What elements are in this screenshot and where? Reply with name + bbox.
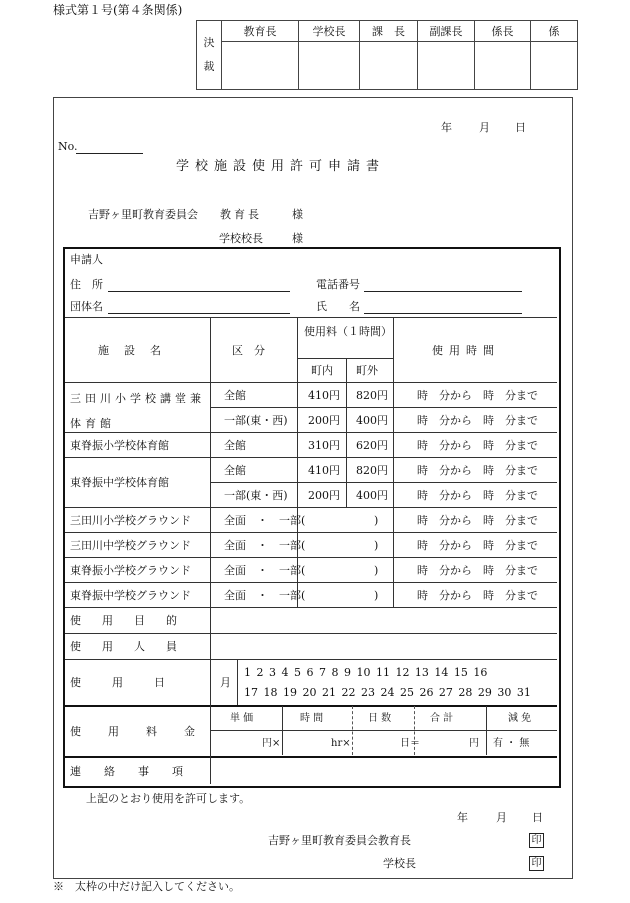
no-label: No.	[58, 140, 78, 153]
group-label: 団体名	[70, 300, 103, 313]
column-line	[346, 358, 347, 507]
permit-issuer-superintendent: 吉野ヶ里町教育委員会教育長	[268, 834, 411, 847]
use-time-slot[interactable]: 時 分から 時 分まで	[417, 589, 538, 602]
ground-division[interactable]: 全面 ・ 一部(	[224, 589, 306, 602]
ground-name: 東脊振中学校グラウンド	[70, 589, 191, 602]
fee-total-header: 合 計	[430, 713, 454, 724]
column-line	[210, 318, 211, 784]
permit-month: 月	[496, 811, 507, 824]
approval-stamp-box[interactable]	[360, 42, 418, 90]
approval-label: 決 裁	[197, 21, 222, 90]
permit-text: 上記のとおり使用を許可します。	[86, 792, 251, 805]
use-time-slot[interactable]: 時 分から 時 分まで	[417, 464, 538, 477]
division-value: 全館	[224, 389, 246, 402]
use-time-slot[interactable]: 時 分から 時 分まで	[417, 439, 538, 452]
seal-stamp-icon: 印	[529, 856, 544, 871]
fee-out-value: 620円	[356, 439, 388, 452]
use-time-slot[interactable]: 時 分から 時 分まで	[417, 389, 538, 402]
row-line	[65, 317, 557, 318]
approval-stamp-box[interactable]	[299, 42, 360, 90]
row-line	[65, 382, 557, 383]
approval-stamp-box[interactable]	[222, 42, 299, 90]
address-field[interactable]	[108, 291, 290, 292]
ground-division-close: )	[374, 589, 379, 602]
fee-hr-times[interactable]: hr×	[331, 738, 351, 749]
applicant-heading: 申請人	[70, 253, 103, 266]
date-year: 年	[441, 121, 452, 134]
facility-name: 三田川小学校講堂兼体育館	[70, 392, 205, 430]
header-fee-out-town: 町外	[356, 364, 378, 377]
seal-stamp-icon: 印	[529, 833, 544, 848]
division-value: 一部(東・西)	[224, 489, 288, 502]
permit-day: 日	[532, 811, 543, 824]
fee-yen-times[interactable]: 円×	[262, 738, 281, 749]
ground-division-close: )	[374, 514, 379, 527]
use-day-label: 使 用 日	[70, 676, 175, 689]
column-line	[282, 706, 283, 755]
group-field[interactable]	[108, 313, 290, 314]
fee-out-value: 400円	[356, 489, 388, 502]
header-fee-in-town: 町内	[311, 364, 333, 377]
fee-out-value: 820円	[356, 464, 388, 477]
fee-exempt-choice[interactable]: 有 ・ 無	[493, 738, 530, 749]
approval-table	[196, 20, 578, 90]
fee-total-yen[interactable]: 円	[469, 738, 479, 749]
name-label: 氏 名	[316, 300, 360, 313]
row-line	[65, 633, 557, 634]
row-line	[65, 457, 557, 458]
header-facility: 施 設 名	[98, 344, 163, 357]
fee-out-value: 820円	[356, 389, 388, 402]
ground-division-close: )	[374, 539, 379, 552]
addressee-sama: 様	[292, 232, 303, 245]
permit-issuer-principal: 学校長	[383, 857, 416, 870]
ground-name: 東脊振小学校グラウンド	[70, 564, 191, 577]
form-number: 様式第１号(第４条関係)	[53, 3, 183, 17]
row-line	[211, 407, 557, 408]
date-day: 日	[515, 121, 526, 134]
approval-stamp-box[interactable]	[418, 42, 475, 90]
people-field[interactable]	[212, 635, 556, 658]
no-field[interactable]	[76, 153, 143, 154]
purpose-label: 使 用 目 的	[70, 614, 182, 627]
fee-exemption-header: 減 免	[508, 713, 532, 724]
phone-field[interactable]	[364, 291, 522, 292]
fee-in-value: 410円	[308, 389, 340, 402]
row-line	[65, 659, 557, 660]
approval-header: 教育長	[222, 21, 299, 42]
use-time-slot[interactable]: 時 分から 時 分まで	[417, 564, 538, 577]
header-division: 区 分	[232, 344, 265, 357]
division-value: 全館	[224, 439, 246, 452]
addressee-org: 吉野ヶ里町教育委員会	[88, 208, 198, 221]
fee-in-value: 410円	[308, 464, 340, 477]
use-time-slot[interactable]: 時 分から 時 分まで	[417, 514, 538, 527]
approval-header: 学校長	[299, 21, 360, 42]
fee-unit-price-header: 単 価	[230, 713, 254, 724]
ground-division-close: )	[374, 564, 379, 577]
use-time-slot[interactable]: 時 分から 時 分まで	[417, 414, 538, 427]
ground-division[interactable]: 全面 ・ 一部(	[224, 539, 306, 552]
division-value: 全館	[224, 464, 246, 477]
row-line	[65, 507, 557, 508]
approval-header: 副課長	[418, 21, 475, 42]
addressee-sama: 様	[292, 208, 303, 221]
column-line	[393, 318, 394, 607]
ground-division[interactable]: 全面 ・ 一部(	[224, 564, 306, 577]
ground-name: 三田川小学校グラウンド	[70, 514, 191, 527]
approval-stamp-box[interactable]	[531, 42, 578, 90]
footer-note: ※ 太枠の中だけ記入してください。	[53, 880, 240, 893]
column-line	[486, 706, 487, 755]
row-line	[65, 607, 557, 608]
use-day-days-2[interactable]: 17 18 19 20 21 22 23 24 25 26 27 28 29 30 31	[244, 686, 531, 699]
use-time-slot[interactable]: 時 分から 時 分まで	[417, 539, 538, 552]
use-day-days-1[interactable]: 1 2 3 4 5 6 7 8 9 10 11 12 13 14 15 16	[244, 666, 488, 679]
phone-label: 電話番号	[316, 278, 360, 291]
date-month: 月	[479, 121, 490, 134]
addressee-title-principal: 学校校長	[219, 232, 263, 245]
fee-day-equals[interactable]: 日＝	[400, 738, 420, 749]
fee-out-value: 400円	[356, 414, 388, 427]
page-title: 学校施設使用許可申請書	[176, 159, 386, 174]
ground-division[interactable]: 全面 ・ 一部(	[224, 514, 306, 527]
contact-label: 連 絡 事 項	[70, 765, 189, 778]
row-line	[65, 532, 557, 533]
row-line	[211, 482, 557, 483]
fee-in-value: 200円	[308, 489, 340, 502]
header-fee: 使用料（１時間）	[304, 325, 392, 338]
fee-days-header: 日 数	[368, 713, 392, 724]
facility-name: 東脊振中学校体育館	[70, 476, 169, 489]
ground-name: 三田川中学校グラウンド	[70, 539, 191, 552]
header-use-time: 使用時間	[432, 344, 500, 357]
contact-field[interactable]	[212, 758, 556, 782]
fee-label: 使 用 料 金	[70, 725, 203, 738]
permit-year: 年	[457, 811, 468, 824]
approval-header: 課 長	[360, 21, 418, 42]
approval-header: 係	[531, 21, 578, 42]
people-label: 使 用 人 員	[70, 640, 182, 653]
use-time-slot[interactable]: 時 分から 時 分まで	[417, 489, 538, 502]
row-line	[65, 705, 557, 707]
row-line	[65, 557, 557, 558]
row-line	[211, 730, 557, 731]
fee-hours-header: 時 間	[300, 713, 324, 724]
division-value: 一部(東・西)	[224, 414, 288, 427]
row-line	[65, 582, 557, 583]
approval-header: 係長	[475, 21, 531, 42]
column-line	[352, 706, 353, 755]
column-line	[237, 660, 238, 705]
facility-name: 東脊振小学校体育館	[70, 439, 169, 452]
fee-in-value: 200円	[308, 414, 340, 427]
name-field[interactable]	[364, 313, 522, 314]
address-label: 住 所	[70, 278, 103, 291]
addressee-title-superintendent: 教育長	[220, 208, 262, 221]
approval-stamp-box[interactable]	[475, 42, 531, 90]
fee-in-value: 310円	[308, 439, 340, 452]
row-line	[297, 358, 393, 359]
purpose-field[interactable]	[212, 609, 556, 632]
use-day-month: 月	[220, 676, 231, 689]
